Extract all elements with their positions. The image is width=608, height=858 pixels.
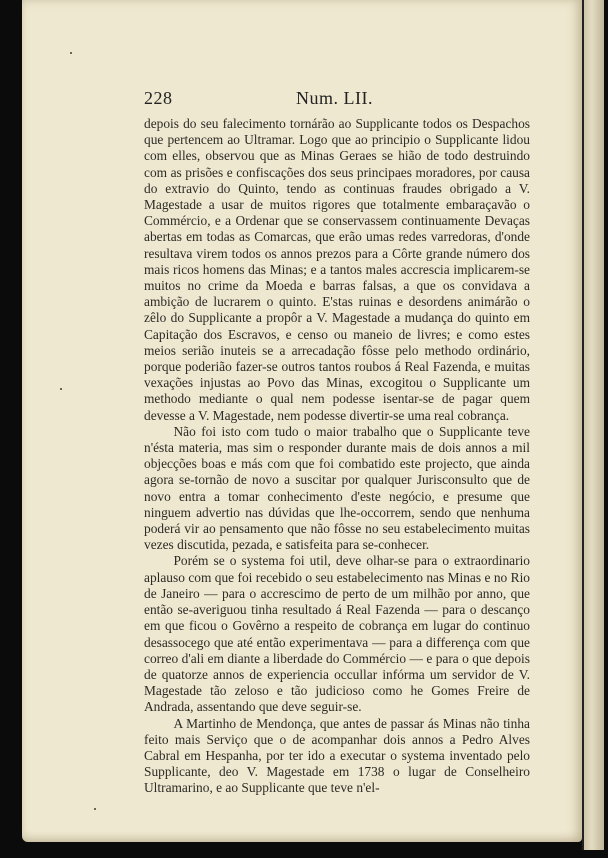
paragraph: A Martinho de Mendonça, que antes de passar ás Minas não tinha feito mais Serviço que o de acompanhar dois annos a Pedro Alves Cabral em Hespanha, por ter ido a executar o systema inventado pelo Supplicante, deo V. Magestade em 1738 o lugar de Conselheiro Ultramarino, e ao Supplicante que teve n'el- (144, 715, 530, 796)
next-page-edge (582, 0, 604, 850)
page-header (144, 88, 384, 108)
body-text (144, 116, 530, 797)
paper-speck (94, 808, 96, 810)
paragraph: Não foi isto com tudo o maior trabalho que o Supplicante teve n'ésta materia, mas sim o responder durante mais de dois annos a mil objecções boas e más com que foi combatido este projecto, que ainda agora se-tornão de novo a suscitar por qualquer Jurisconsulto que de novo entra a tomar conhecimento d'este negócio, e presume que ninguem advertio nas dúvidas que lhe-occorrem, sendo que nenhuma poderá vir ao pensamento que não fôsse no seu estabelecimento muitas vezes discutida, pezada, e satisfeita para se-conhecer. (144, 423, 530, 553)
page-number: 228 (144, 88, 173, 108)
paper-speck (70, 52, 72, 54)
paper-speck (60, 388, 62, 390)
paragraph: Porém se o systema foi util, deve olhar-se para o extraordinario aplauso com que foi recebido o seu estabelecimento nas Minas e no Rio de Janeiro — para o accrescimo de perto de um milhão por anno, que então se-averiguou tinha resultado á Real Fazenda — para o descanço em que ficou o Govêrno a respeito de cobrança em lugar do continuo desassocego que até então experimentava — para a differença com que correo d'ali em diante a liberdade do Commércio — e para o que depois de quatorze annos de experiencia occullar infórma um servidor de V. Magestade tão zeloso e tão judicioso como he Gomes Freire de Andrada, assentando que deve seguir-se. (144, 553, 530, 715)
running-title: Num. LII. (296, 88, 373, 108)
paragraph: depois do seu falecimento tornárão ao Supplicante todos os Despachos que pertencem ao Ultramar. Logo que ao principio o Supplicante lidou com elles, observou que as Minas Geraes se hião de todo destruindo com as prisões e confiscações dos seus principaes moradores, por causa do extravio do Quinto, tendo as continuas fraudes obrigado a V. Magestade a usar de muitos rigores que totalmente embaraçavão o Commércio, e a Ordenar que se conservassem continuamente Devaças abertas em todas as Comarcas, que erão umas redes varredoras, d'onde resultava virem todos os annos prezos para a Côrte grande número dos mais ricos homens das Minas; e a tantos males accrescia implicarem-se muitos no crime da Moeda e barras falsas, a que os convidava a ambição de lucrarem o quinto. E'stas ruinas e desordens animárão o zêlo do Supplicante a propôr a V. Magestade a mudança do quinto em Capitação dos Escravos, e censo ou maneio de livres; e como estes meios serião inuteis se a arrecadação fôsse pelo methodo ordinário, porque poderião fazer-se outros tantos roubos á Real Fazenda, e muitas vexações injustas ao Povo das Minas, excogitou o Supplicante um methodo mediante o qual nem podesse isentar-se de pagar quem devesse a V. Magestade, nem podesse divertir-se uma real cobrança. (144, 116, 530, 423)
